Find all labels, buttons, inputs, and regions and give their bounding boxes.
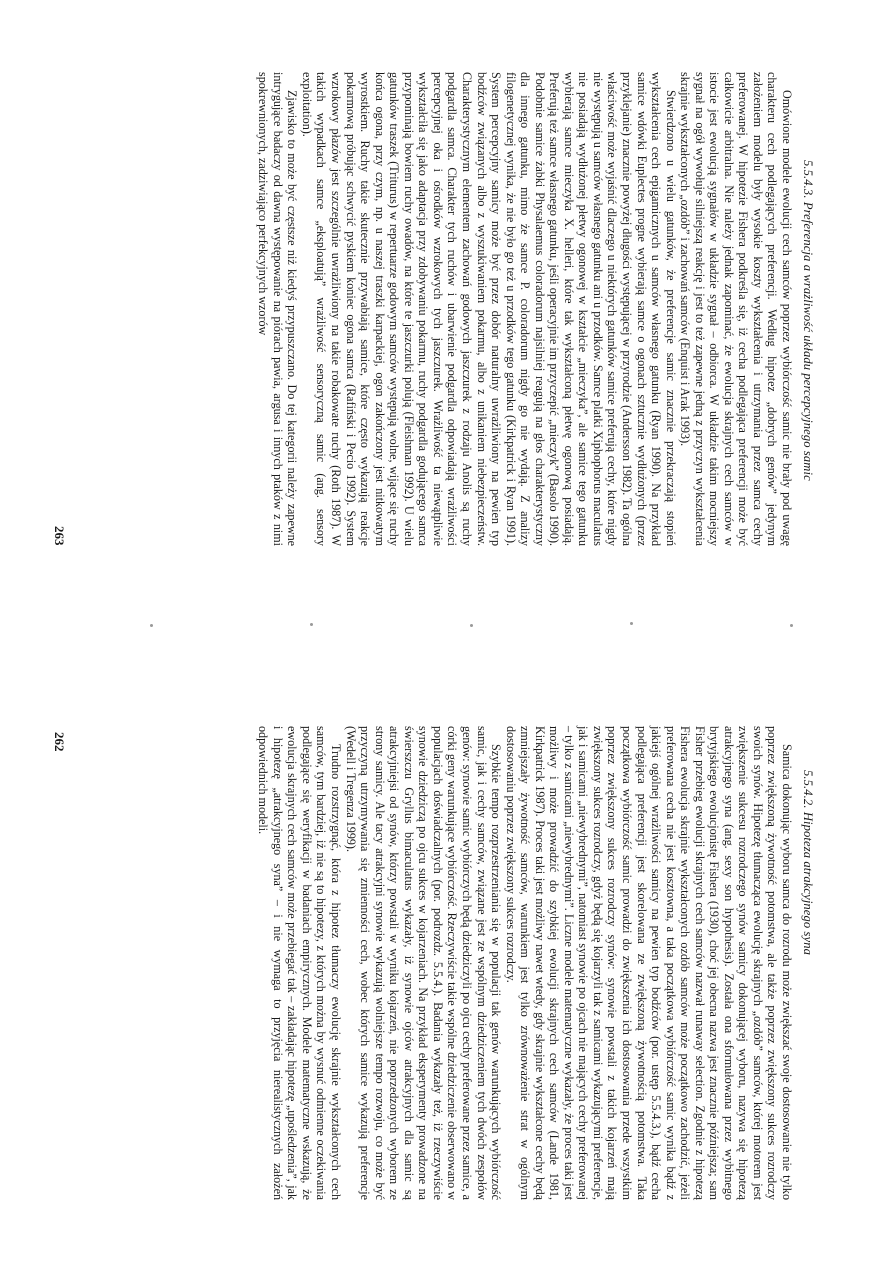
gutter-dot xyxy=(790,624,793,627)
paragraph: Trudno rozstrzygnąć, która z hipotez tłumaczy ewolucję skrajnie wykształconych cech samców, tym bardziej, iż nie są to hipotezy, z których można by wysnuć odmienne oczekiwania podlegające się weryfikacji w badaniach empirycznych. Modele matematyczne wskazują, że ewolucja skrajnych cech samców może przebiegać tak – zakładając hipotezę „upośledzenia”, jak i hipotezę „atrakcyjnego syna” – i nie wymaga to przyjęcia nierealistycznych założeń odpowiednich modeli. xyxy=(256,726,344,1200)
page-body xyxy=(256,726,794,1200)
page-262 xyxy=(0,660,893,1263)
gutter-dot xyxy=(150,624,153,627)
paragraph: Stwierdzono u wielu gatunków, że preferencje samic znacznie przekraczają stopień wykształcenia cech epigamicznych u samców własnego gatunku (Ryan 1990). Na przykład samice wdówki Euplectes progne wybierają samce o ogonach sztucznie wydłużonych (przez przyklejanie) znacznie powyżej długości występującej w przyrodzie (Andersson 1982). Ta ogólna właściwość może wyjaśnić dlaczego u niektórych gatunków samice preferują cechy, które nigdy nie występują u samców własnego gatunku ani u przodków. Samce platki Xiphophorus maculatus nie posiadają wydłużonej płetwy ogonowej w kształcie „mieczyka”, ale samice tego gatunku wybierają samce mieczyka X. helleri, które tak wykształconą płetwę ogonową posiadają. Preferują też samce własnego gatunku, jeśli operacyjnie im przyczepić „mieczyk” (Basolo 1990). Podobnie samice żabki Physalaemus coloradorum najsilniej reagują na głos charakterystyczny dla innego gatunku, mimo że samce P. coloradorum nigdy go nie wydają. Z analizy filogenetycznej wynika, że nie było go też u przodków tego gatunku (Kirkpatrick i Ryan 1991). System percepcyjny samicy może być przez dobór naturalny uwrażliwiony na pewien typ bodźców związanych albo z wyszukiwaniem pokarmu, albo z unikaniem niebezpieczeństw. Charakterystycznym elementem zachowań godowych jaszczurek z rodzaju Anolis są ruchy podgardla samca. Charakter tych ruchów i ubarwienie podgardla odpowiadają wrażliwości percepcyjnej oka i ośrodków wzrokowych tych jaszczurek. Wrażliwość ta niewątpliwie wykształciła się jako adaptacja przy zdobywaniu pokarmu, ruchy podgardla godującego samca przypominają bowiem ruchy owadów, na które te jaszczurki polują (Fleishman 1992). U wielu gatunków traszek (Triturus) w repertuarze godowym samców występują wolne, wijące się ruchy końca ogona, przy czym, np. u naszej traszki karpackiej, ogon zakończony jest nitkowatym wyrostkiem. Ruchy takie skutecznie przywabiają samice, które często wykazują reakcje pokarmową próbując schwycić pyskiem koniec ogona samca (Rafiński i Pecio 1992). System wzrokowy płazów jest szczególnie uwrażliwiony na takie robakowate ruchy (Roth 1987). W takich wypadkach samce „eksploatują” wrażliwość sensoryczną samic (ang. sensory exploitation). xyxy=(299,72,678,546)
page-number: 263 xyxy=(52,526,67,546)
gutter-dot xyxy=(630,622,633,625)
section-heading: 5.5.4.3. Preferencja a wrażliwość układu percepcyjnego samic xyxy=(801,160,815,481)
page-number: 262 xyxy=(52,732,67,752)
paragraph: Samica dokonując wyboru samca do rozrodu może zwiększać swoje dostosowanie nie tylko poprzez zwiększoną żywotność potomstwa, ale także poprzez zwiększony sukces rozrodczy swoich synów. Hipotezę tłumacząca ewolucję skrajnych „ozdób” samców, której motorem jest zwiększenie sukcesu rozrodczego synów samicy dokonującej wyboru, nazywa się hipotezą atrakcyjnego syna (ang. sexy son hypothesis). Została ona sformułowana przez wybitnego brytyjskiego ewolucjonistę Fishera (1930), choć jej obecna nazwa jest znacznie późniejsza; sam Fisher przebieg ewolucji skrajnych cech samców nazwał runaway selection. Zgodnie z hipotezą Fishera ewolucja skrajnie wykształconych ozdób samców może początkowo zachodzić, jeżeli preferowana cecha nie jest kosztowna, a taka początkowa wybiórczość samic wynika bądź z jakiejś ogólnej wrażliwości samicy na pewien typ bodźców (por. ustęp 5.5.4.3.), bądź cecha podlegająca preferencji jest skorelowana ze zwiększoną żywotnością potomstwa. Taka początkowa wybiórczość samic prowadzi do zwiększenia ich dostosowania przede wszystkim poprzez zwiększony sukces rozrodczy synów: synowie powstali z takich kojarzeń mają zwiększony sukces rozrodczy, gdyż będą się kojarzyli tak z samicami wykazującymi preferencje, jak i samicami „niewybrednymi”, natomiast synowie po ojcach nie mających cechy preferowanej – tylko z samicami „niewybrednymi”. Liczne modele matematyczne wykazały, że proces taki jest możliwy i może prowadzić do szybkiej ewolucji skrajnych cech samców (Lande 1981, Kirkpatrick 1987). Proces taki jest możliwy nawet wtedy, gdy skrajnie wykształcone cechy będą zmniejszały żywotność samców, warunkiem jest tylko zrównoważenie strat w ogólnym dostosowaniu poprzez zwiększony sukces rozrodczy. xyxy=(503,726,794,1200)
gutter-dot xyxy=(310,623,313,626)
gutter-dot xyxy=(470,624,473,627)
page-263 xyxy=(0,0,893,600)
section-heading: 5.5.4.2. Hipoteza atrakcyjnego syna xyxy=(801,770,815,956)
binding-gutter xyxy=(0,590,893,660)
paragraph: Szybkie tempo rozprzestrzeniania się w populacji tak genów warunkujących wybiórczość samic, jak i cechy samców, związane jest ze wspólnym dziedziczeniem tych dwóch zespołów genów: synowie samic wybiórczych będą dziedziczyli po ojcu cechy preferowane przez samice, a córki geny warunkujące wybiórczość. Rzeczywiście takie wspólne dziedziczenie obserwowano w populacjach doświadczalnych (por. podrozdz. 5.5.4.). Badania wykazały też, iż rzeczywiście synowie dziedziczą po ojcu sukces w kojarzeniach. Na przykład eksperymenty prowadzone na świerszczu Gryllus bimaculatus wykazały, iż synowie ojców atrakcyjnych dla samic są atrakcyjniejsi od synów, którzy powstali w wyniku kojarzeń, nie poprzedzonych wyborem ze strony samicy. Ale tacy atrakcyjni synowie wykazują wolniejsze tempo rozwoju, co może być przyczyną utrzymywania się zmienności cech, wobec których samice wykazują preferencje (Wedell i Tregenza 1999). xyxy=(343,726,504,1200)
paragraph: Zjawisko to może być częstsze niż kiedyś przypuszczano. Do tej kategorii należy zapewne intrygujące badaczy od dawna występowanie na piórach pawia, argusa i innych ptaków z nimi spokrewnionych, zadziwiająco perfekcyjnych wzorów xyxy=(256,72,300,546)
page-body xyxy=(256,72,794,546)
paragraph: Omówione modele ewolucji cech samców poprzez wybiórczość samic nie brały pod uwagę charakteru cech podlegających preferencji. Według hipotez „dobrych genów” jedynym założeniem modelu były wysokie koszty wykształcenia i utrzymania przez samca cechy preferowanej. W hipotezie Fishera podkreśla się, iż cecha podlegająca preferencji może być całkowicie arbitralna. Nie należy jednak zapominać, że ewolucja skrajnych cech samców w istocie jest ewolucją sygnałów w układzie sygnał – odbiorca. W układzie takim mocniejszy sygnał na ogół wywołuje silniejszą reakcję i jest to też zapewne jedną z przyczyn wykształcenia skrajnie wykształconych „ozdób” i zachowań samców (Enquist i Arak 1993). xyxy=(678,72,794,546)
